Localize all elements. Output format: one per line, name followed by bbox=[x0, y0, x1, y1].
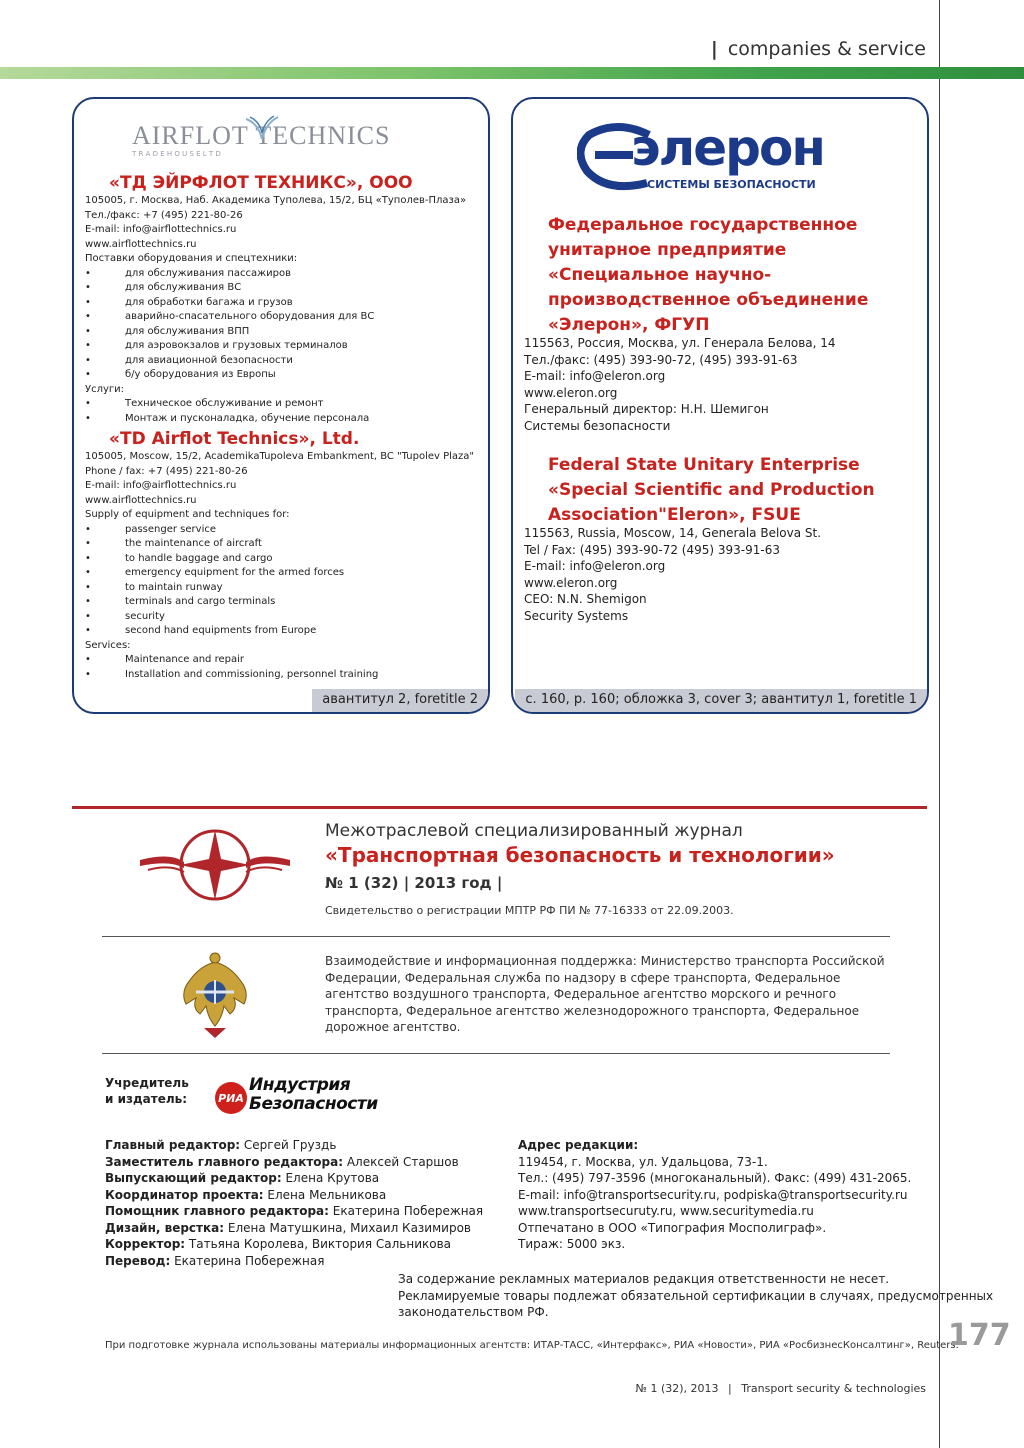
founder-label-line: и издатель: bbox=[105, 1092, 188, 1106]
eleron-ru-title-line: Федеральное государственное bbox=[548, 215, 858, 235]
eleron-en-block bbox=[524, 525, 920, 624]
airflot-logo-subtext: T R A D E H O U S E L T D bbox=[132, 150, 221, 158]
list-item: • б/у оборудования из Европы bbox=[85, 368, 481, 383]
eleron-en-title bbox=[548, 453, 875, 528]
journal-registration: Свидетельство о регистрации МПТР РФ ПИ № 77-16333 от 22.09.2003. bbox=[325, 904, 734, 917]
sources-note: При подготовке журнала использованы материалы информационных агентств: ИТАР-ТАСС, «Интерфакс», РИА «Новости», РИА «РосбизнесКонсалтинг», Reuters. bbox=[105, 1340, 959, 1351]
section-title: companies & service bbox=[727, 38, 926, 60]
eleron-ru-website: www.eleron.org bbox=[524, 385, 618, 400]
address-email: E-mail: info@transportsecurity.ru, podpiska@transportsecurity.ru bbox=[518, 1187, 908, 1202]
airflot-ru-services-list bbox=[85, 397, 481, 426]
list-item: • to maintain runway bbox=[85, 581, 481, 596]
header-band bbox=[0, 67, 1024, 79]
eleron-ru-profile: Системы безопасности bbox=[524, 418, 671, 433]
staff-role: Дизайн, верстка: bbox=[105, 1220, 225, 1235]
eleron-en-title-line: Association"Eleron», FSUE bbox=[548, 505, 801, 525]
publisher-name-line: Индустрия bbox=[249, 1075, 351, 1095]
eleron-ru-address: 115563, Россия, Москва, ул. Генерала Белова, 14 bbox=[524, 336, 836, 350]
list-item: • terminals and cargo terminals bbox=[85, 595, 481, 610]
footer-separator: | bbox=[728, 1382, 732, 1395]
founder-label bbox=[105, 1075, 189, 1107]
ria-badge: РИА bbox=[215, 1082, 247, 1114]
airflot-ru-block bbox=[85, 194, 481, 426]
staff-row bbox=[105, 1253, 483, 1270]
list-item: • аварийно-спасательного оборудования для ВС bbox=[85, 310, 481, 325]
page-footer bbox=[636, 1382, 926, 1395]
list-item: • Монтаж и пусконаладка, обучение персонала bbox=[85, 412, 481, 427]
list-item: • emergency equipment for the armed forces bbox=[85, 566, 481, 581]
staff-row bbox=[105, 1170, 483, 1187]
list-item: • security bbox=[85, 610, 481, 625]
airflot-ru-address: 105005, г. Москва, Наб. Академика Туполева, 15/2, БЦ «Туполев-Плаза» bbox=[85, 195, 467, 206]
divider bbox=[102, 1053, 890, 1054]
address-printer: Отпечатано в ООО «Типография Мосполиграф». bbox=[518, 1220, 827, 1235]
airflot-en-supply-list bbox=[85, 523, 481, 639]
eleron-ru-email: E-mail: info@eleron.org bbox=[524, 369, 666, 383]
list-item: • second hand equipments from Europe bbox=[85, 624, 481, 639]
staff-name: Екатерина Побережная bbox=[170, 1253, 325, 1268]
list-item: • to handle baggage and cargo bbox=[85, 552, 481, 567]
staff-name: Елена Мельникова bbox=[263, 1187, 387, 1202]
eleron-en-website: www.eleron.org bbox=[524, 575, 618, 590]
staff-role: Корректор: bbox=[105, 1237, 186, 1251]
journal-support-text: Взаимодействие и информационная поддержка: Министерство транспорта Российской Федерации, Федеральная служба по надзору в сфере транспорта, Федеральное агентство воздушного транспорта, Федеральное агентство морского и речного транспорта, Федеральное агентство железнодорожного транспорта, Федеральное дорожное агентство. bbox=[325, 954, 885, 1034]
list-item: • для обслуживания ВС bbox=[85, 281, 481, 296]
publisher-name bbox=[249, 1076, 378, 1114]
eleron-ru-title-line: производственное объединение bbox=[548, 290, 869, 310]
eleron-ad-card bbox=[511, 97, 929, 714]
airflot-ru-phone: Тел./факс: +7 (495) 221-80-26 bbox=[85, 209, 243, 221]
eleron-en-address: 115563, Russia, Moscow, 14, Generala Belova St. bbox=[524, 526, 822, 540]
publisher-logo bbox=[215, 1075, 378, 1120]
address-circulation: Тираж: 5000 экз. bbox=[518, 1237, 626, 1251]
eleron-en-title-line: Federal State Unitary Enterprise bbox=[548, 455, 860, 475]
list-item: • для обслуживания ВПП bbox=[85, 325, 481, 340]
staff-name: Елена Крутова bbox=[281, 1171, 380, 1185]
address-phone: Тел.: (495) 797-3596 (многоканальный). Факс: (499) 431-2065. bbox=[518, 1171, 912, 1185]
eleron-ru-director: Генеральный директор: Н.Н. Шемигон bbox=[524, 402, 769, 416]
eleron-en-email: E-mail: info@eleron.org bbox=[524, 559, 666, 573]
journal-title: «Транспортная безопасность и технологии» bbox=[325, 843, 835, 867]
staff-row bbox=[105, 1236, 483, 1253]
airflot-ru-website: www.airflottechnics.ru bbox=[85, 238, 197, 250]
eleron-en-profile: Security Systems bbox=[524, 608, 629, 623]
disclaimer-line: За содержание рекламных материалов редакция ответственности не несет. bbox=[398, 1272, 890, 1286]
list-item: • Техническое обслуживание и ремонт bbox=[85, 397, 481, 412]
staff-name: Екатерина Побережная bbox=[328, 1204, 484, 1218]
eleron-logo-text: элерон bbox=[631, 119, 824, 177]
footer-journal: Transport security & technologies bbox=[741, 1382, 926, 1395]
airflot-en-block bbox=[85, 450, 481, 682]
airflot-en-supply-label: Supply of equipment and techniques for: bbox=[85, 509, 290, 520]
list-item: • Maintenance and repair bbox=[85, 653, 481, 668]
airflot-en-services-label: Services: bbox=[85, 639, 131, 651]
staff-row bbox=[105, 1187, 483, 1204]
list-item: • the maintenance of aircraft bbox=[85, 537, 481, 552]
staff-role: Заместитель главного редактора: bbox=[105, 1154, 344, 1169]
disclaimer-line: Рекламируемые товары подлежат обязательной сертификации в случаях, предусмотренных bbox=[398, 1288, 994, 1303]
staff-row bbox=[105, 1137, 483, 1154]
airflot-en-title: «TD Airflot Technics», Ltd. bbox=[109, 429, 360, 449]
airflot-ru-supply-list bbox=[85, 267, 481, 383]
staff-name: Сергей Груздь bbox=[240, 1138, 337, 1152]
disclaimer-line: законодательством РФ. bbox=[398, 1305, 549, 1319]
list-item: • passenger service bbox=[85, 523, 481, 538]
page-number: 177 bbox=[948, 1318, 1011, 1353]
airflot-logo bbox=[132, 121, 432, 158]
eleron-logo bbox=[577, 121, 847, 195]
staff-name: Татьяна Королева, Виктория Сальникова bbox=[185, 1237, 452, 1251]
airflot-page-tag: авантитул 2, foretitle 2 bbox=[312, 689, 488, 712]
staff-role: Выпускающий редактор: bbox=[105, 1171, 282, 1185]
journal-issue: № 1 (32) | 2013 год | bbox=[325, 874, 503, 892]
staff-row bbox=[105, 1154, 483, 1171]
coat-of-arms-icon bbox=[176, 952, 254, 1040]
airflot-logo-text: AIRFLOT TECHNICS bbox=[132, 121, 391, 150]
eleron-en-ceo: CEO: N.N. Shemigon bbox=[524, 592, 647, 606]
eleron-ru-title-line: унитарное предприятие bbox=[548, 240, 787, 260]
airflot-ru-supply-label: Поставки оборудования и спецтехники: bbox=[85, 253, 298, 264]
airflot-ru-services-label: Услуги: bbox=[85, 383, 125, 395]
editorial-address bbox=[518, 1137, 911, 1253]
address-label: Адрес редакции: bbox=[518, 1138, 639, 1152]
list-item: • для обслуживания пассажиров bbox=[85, 267, 481, 282]
list-item: • для аэровокзалов и грузовых терминалов bbox=[85, 339, 481, 354]
staff-name: Алексей Старшов bbox=[343, 1154, 459, 1169]
eleron-en-title-line: «Special Scientific and Production bbox=[548, 480, 875, 500]
address-line: 119454, г. Москва, ул. Удальцова, 73-1. bbox=[518, 1154, 768, 1169]
staff-role: Координатор проекта: bbox=[105, 1187, 264, 1202]
list-item: • для авиационной безопасности bbox=[85, 354, 481, 369]
journal-emblem-icon bbox=[140, 826, 290, 904]
airflot-en-phone: Phone / fax: +7 (495) 221-80-26 bbox=[85, 465, 248, 477]
staff-row bbox=[105, 1220, 483, 1237]
staff-list bbox=[105, 1137, 483, 1269]
eleron-page-tag: с. 160, p. 160; обложка 3, cover 3; авантитул 1, foretitle 1 bbox=[515, 689, 927, 712]
airflot-en-address: 105005, Moscow, 15/2, AcademikaTupoleva Embankment, BC "Tupolev Plaza" bbox=[85, 451, 475, 462]
eleron-ru-title-line: «Элерон», ФГУП bbox=[548, 315, 710, 335]
journal-subtitle: Межотраслевой специализированный журнал bbox=[325, 821, 743, 841]
footer-issue: № 1 (32), 2013 bbox=[635, 1382, 719, 1395]
airflot-en-website: www.airflottechnics.ru bbox=[85, 494, 197, 506]
imprint-rule bbox=[72, 806, 927, 809]
staff-name: Елена Матушкина, Михаил Казимиров bbox=[224, 1220, 471, 1235]
list-item: • Installation and commissioning, personnel training bbox=[85, 668, 481, 683]
staff-row bbox=[105, 1203, 483, 1220]
wing-icon bbox=[244, 115, 280, 143]
founder-label-line: Учредитель bbox=[105, 1076, 189, 1090]
airflot-ru-title: «ТД ЭЙРФЛОТ ТЕХНИКС», ООО bbox=[109, 173, 413, 193]
airflot-ru-email: E-mail: info@airflottechnics.ru bbox=[85, 224, 237, 235]
airflot-en-email: E-mail: info@airflottechnics.ru bbox=[85, 480, 237, 491]
address-websites: www.transportsecuruty.ru, www.securitymedia.ru bbox=[518, 1204, 814, 1218]
staff-role: Помощник главного редактора: bbox=[105, 1204, 329, 1218]
publisher-name-line: Безопасности bbox=[249, 1094, 378, 1114]
eleron-ru-block bbox=[524, 335, 920, 434]
section-header bbox=[711, 38, 926, 60]
eleron-en-phone: Tel / Fax: (495) 393-90-72 (495) 393-91-63 bbox=[524, 542, 780, 557]
disclaimer bbox=[398, 1271, 993, 1321]
eleron-ru-title bbox=[548, 213, 868, 338]
divider bbox=[102, 936, 890, 937]
airflot-ad-card bbox=[72, 97, 490, 714]
list-item: • для обработки багажа и грузов bbox=[85, 296, 481, 311]
staff-role: Главный редактор: bbox=[105, 1138, 241, 1152]
eleron-ru-title-line: «Специальное научно- bbox=[548, 265, 772, 285]
margin-rule bbox=[939, 0, 940, 1448]
airflot-en-services-list bbox=[85, 653, 481, 682]
staff-role: Перевод: bbox=[105, 1253, 171, 1268]
section-separator: | bbox=[710, 38, 718, 60]
eleron-ru-phone: Тел./факс: (495) 393-90-72, (495) 393-91-63 bbox=[524, 352, 798, 367]
eleron-logo-subtext: СИСТЕМЫ БЕЗОПАСНОСТИ bbox=[647, 178, 816, 191]
